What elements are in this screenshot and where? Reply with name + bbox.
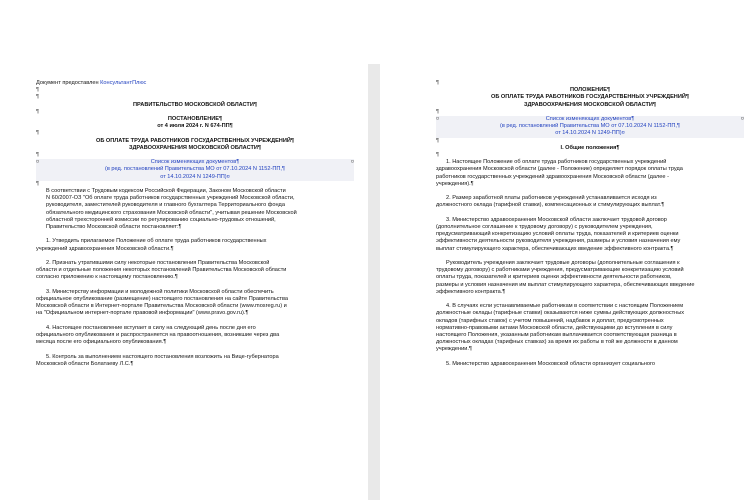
empty-paragraph: ¶ [36,108,40,115]
position-heading: ПОЛОЖЕНИЕ¶ [569,87,611,94]
empty-paragraph: ¶ [36,130,40,137]
provided-by: Документ предоставлен КонсультантПлюс [36,80,147,86]
empty-paragraph: ¶ [36,180,40,187]
empty-paragraph: ¶ [36,94,40,101]
document-title-line: ЗДРАВООХРАНЕНИЯ МОСКОВСКОЙ ОБЛАСТИ¶ [128,144,262,151]
left-page [36,0,354,500]
intro-paragraph: В соответствии с Трудовым кодексом Российской Федерации, Законом Московской области N 60/2007-ОЗ "Об оплате труда работников государственных учреждений Московской области, руководителя, заместителей руководителя и главного бухгалтера Территориального фонда обязательного медицинского страхования Московской области", учитывая решение Московской областной трехсторонней комиссии по регулированию социально-трудовых отношений, Правительство Московской области постановляет:¶ [46,188,297,231]
empty-paragraph: ¶ [436,137,440,144]
decree-heading: ПОСТАНОВЛЕНИЕ¶ [167,116,223,123]
section-heading: I. Общие положения¶ [560,144,620,151]
item-2: 2. Признать утратившими силу некоторые постановления Правительства Московской области и отдельные положения некоторых постановлений Правительства Московской области согласно приложению к настоящему постановлению.¶ [36,260,287,281]
government-heading: ПРАВИТЕЛЬСТВО МОСКОВСКОЙ ОБЛАСТИ¶ [133,101,257,108]
cell-mark-icon: ¤ [740,116,744,123]
paragraph-3: 3. Министерство здравоохранения Московской области заключает трудовой договор (дополнительное соглашение к трудовому договору) с руководителем учреждения, предусматривающий конкретизацию условий оплаты труда, показателей и критериев оценки эффективности деятельности руководителя учреждения, размеры и условия назначения ему выплат стимулирующего характера, обеспечивающих введение эффективного контракта.¶ [436,216,681,252]
amendments-link[interactable]: (в ред. постановлений Правительства МО от 07.10.2024 N 1152-ПП,¶ [500,123,680,130]
cell-mark-icon: ¤ [436,116,440,123]
item-4: 4. Настоящее постановление вступает в силу на следующий день после дня его официального опубликования и распространяется на правоотношения, возникшие через два месяца после его официального опубликования.¶ [36,324,280,346]
amendments-box [36,159,354,181]
right-page [436,0,744,500]
empty-paragraph: ¶ [436,108,440,115]
amendments-link[interactable]: от 14.10.2024 N 1249-ПП)¤ [555,130,625,137]
cell-mark-icon: ¤ [36,159,40,166]
document-title-line: ОБ ОПЛАТЕ ТРУДА РАБОТНИКОВ ГОСУДАРСТВЕННЫХ УЧРЕЖДЕНИЙ¶ [95,137,294,144]
paragraph-4: 4. В случаях если устанавливаемые работникам в соответствии с настоящим Положением должностные оклады (тарифные ставки) оказываются ниже суммы действующих должностных окладов (тарифных ставок) с учетом повышений, надбавок и доплат, предусмотренных нормативно-правовыми актами Московской области, действующими до вступления в силу настоящего Положения, указанным работникам выплачивается соответствующая разница в должностных окладах (тарифных ставках) за время их работы в той же должности в данном учреждении.¶ [436,303,685,353]
position-title-line: ОБ ОПЛАТЕ ТРУДА РАБОТНИКОВ ГОСУДАРСТВЕННЫХ УЧРЕЖДЕНИЙ¶ [490,94,689,101]
empty-paragraph: ¶ [436,152,440,159]
position-title-line: ЗДРАВООХРАНЕНИЯ МОСКОВСКОЙ ОБЛАСТИ¶ [523,101,657,108]
amendments-box [436,116,744,138]
page-gutter [368,64,380,500]
empty-paragraph: ¶ [436,80,440,86]
consultant-plus-link[interactable]: КонсультантПлюс [100,80,147,86]
item-1: 1. Утвердить прилагаемое Положение об оплате труда работников государственных учреждений здравоохранения Московской области.¶ [36,238,267,252]
paragraph-3b: Руководитель учреждения заключает трудовые договоры (дополнительные соглашения к трудовому договору) с работниками учреждения, предусматривающие конкретизацию условий оплаты труда, показателей и критериев оценки эффективности деятельности работников, размеры и условия назначения им выплат стимулирующего характера, обеспечивающих введение эффективного контракта.¶ [436,260,695,295]
paragraph-5: 5. Министерство здравоохранения Московской области организует социального [446,360,655,367]
decree-date: от 4 июля 2024 г. N 674-ПП¶ [157,123,233,130]
amendments-link[interactable]: (в ред. постановлений Правительства МО от 07.10.2024 N 1152-ПП,¶ [105,166,285,173]
item-5: 5. Контроль за выполнением настоящего постановления возложить на Вице-губернатора Московской области Болатаеву Л.С.¶ [36,353,279,367]
item-3: 3. Министерству информации и молодежной политики Московской области обеспечить официальное опубликование (размещение) настоящего постановления на сайте Правительства Московской области в Интернет-портале Правительства Московской области (www.mosreg.ru) и на "Официальном интернет-портале правовой информации" (www.pravo.gov.ru).¶ [36,288,289,317]
empty-paragraph: ¶ [36,87,40,94]
paragraph-2: 2. Размер заработной платы работников учреждений устанавливается исходя из должностного оклада (тарифной ставки), компенсационных и стимулирующих выплат.¶ [436,195,665,209]
paragraph-1: 1. Настоящее Положение об оплате труда работников государственных учреждений здравоохранения Московской области (далее - Положение) определяет порядок оплаты труда работников государственных учреждений здравоохранения Московской области (далее - учреждения).¶ [436,159,683,187]
amendments-title: Список изменяющих документов¶ [150,159,240,166]
amendments-link[interactable]: от 14.10.2024 N 1249-ПП)¤ [160,173,230,180]
cell-mark-icon: ¤ [350,159,354,166]
empty-paragraph: ¶ [36,152,40,159]
amendments-title: Список изменяющих документов¶ [545,116,635,123]
